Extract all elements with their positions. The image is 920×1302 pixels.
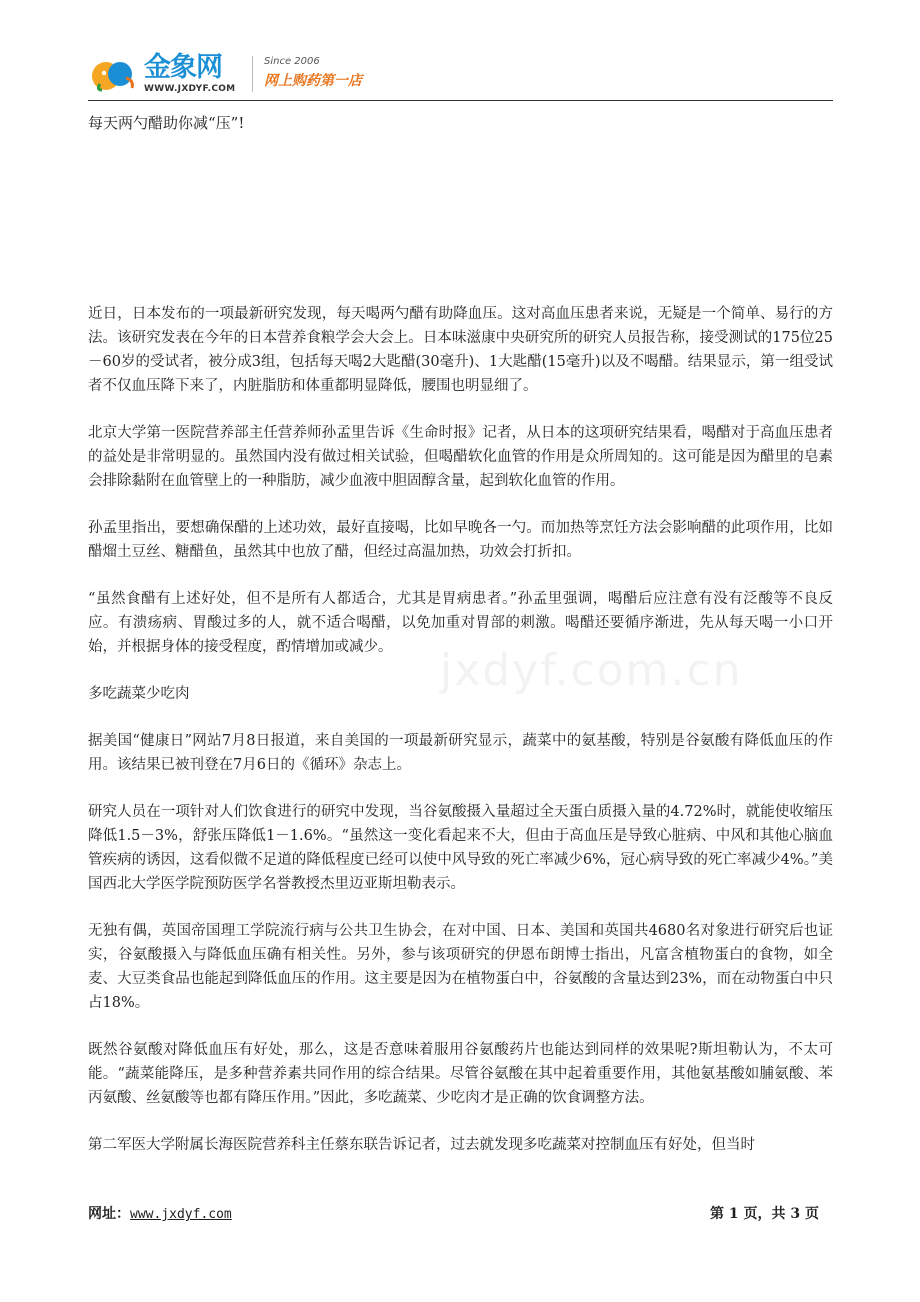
page-footer xyxy=(88,1203,833,1227)
document-title: 每天两勺醋助你减“压”! xyxy=(88,114,245,132)
elephant-logo-icon xyxy=(90,58,138,92)
logo-text: 金象网 xyxy=(144,52,222,83)
paragraph: 既然谷氨酸对降低血压有好处，那么，这是否意味着服用谷氨酸药片也能达到同样的效果呢?斯坦勒认为，不太可能。“蔬菜能降压，是多种营养素共同作用的综合结果。尽管谷氨酸在其中起着重要作用，其他氨基酸如脯氨酸、苯丙氨酸、丝氨酸等也都有降压作用。”因此，多吃蔬菜、少吃肉才是正确的饮食调整方法。 xyxy=(88,1042,833,1106)
slogan: 网上购药第一店 xyxy=(264,73,362,89)
document-body xyxy=(88,302,833,1180)
paragraph: 孙孟里指出，要想确保醋的上述功效，最好直接喝，比如早晚各一勺。而加热等烹饪方法会影响醋的此项作用，比如醋熘土豆丝、糖醋鱼，虽然其中也放了醋，但经过高温加热，功效会打折扣。 xyxy=(88,520,833,560)
logo-url: WWW.JXDYF.COM xyxy=(144,84,236,94)
site-logo[interactable] xyxy=(90,52,250,98)
since-label: Since 2006 xyxy=(264,56,320,67)
page-number: 第 1 页，共 3 页 xyxy=(710,1206,819,1222)
paragraph: 研究人员在一项针对人们饮食进行的研究中发现，当谷氨酸摄入量超过全天蛋白质摄入量的4.72%时，就能使收缩压降低1.5－3%，舒张压降低1－1.6%。“虽然这一变化看起来不大，但由于高血压是导致心脏病、中风和其他心脑血管疾病的诱因，这看似微不足道的降低程度已经可以使中风导致的死亡率减少6%，冠心病导致的死亡率减少4%。”美国西北大学医学院预防医学名誉教授杰里迈亚斯坦勒表示。 xyxy=(88,804,833,892)
footer-url-label: 网址： xyxy=(88,1206,130,1222)
watermark: jxdyf.com.cn xyxy=(440,645,743,696)
footer-site xyxy=(88,1203,232,1223)
paragraph: 第二军医大学附属长海医院营养科主任蔡东联告诉记者，过去就发现多吃蔬菜对控制血压有好处，但当时 xyxy=(88,1137,755,1153)
section-heading: 多吃蔬菜少吃肉 xyxy=(88,686,190,702)
footer-url-link[interactable]: www.jxdyf.com xyxy=(130,1207,232,1222)
paragraph: 无独有偶，英国帝国理工学院流行病与公共卫生协会，在对中国、日本、美国和英国共4680名对象进行研究后也证实，谷氨酸摄入与降低血压确有相关性。另外，参与该项研究的伊恩布朗博士指出，凡富含植物蛋白的食物，如全麦、大豆类食品也能起到降低血压的作用。这主要是因为在植物蛋白中，谷氨酸的含量达到23%，而在动物蛋白中只占18%。 xyxy=(88,923,833,1011)
paragraph: “虽然食醋有上述好处，但不是所有人都适合，尤其是胃病患者。”孙孟里强调，喝醋后应注意有没有泛酸等不良反应。有溃疡病、胃酸过多的人，就不适合喝醋，以免加重对胃部的刺激。喝醋还要循序渐进，先从每天喝一小口开始，并根据身体的接受程度，酌情增加或减少。 xyxy=(88,591,833,655)
paragraph: 据美国“健康日”网站7月8日报道，来自美国的一项最新研究显示，蔬菜中的氨基酸，特别是谷氨酸有降低血压的作用。该结果已被刊登在7月6日的《循环》杂志上。 xyxy=(88,733,833,773)
paragraph: 北京大学第一医院营养部主任营养师孙孟里告诉《生命时报》记者，从日本的这项研究结果看，喝醋对于高血压患者的益处是非常明显的。虽然国内没有做过相关试验，但喝醋软化血管的作用是众所周知的。这可能是因为醋里的皂素会排除黏附在血管壁上的一种脂肪，减少血液中胆固醇含量，起到软化血管的作用。 xyxy=(88,425,833,489)
paragraph: 近日，日本发布的一项最新研究发现，每天喝两勺醋有助降血压。这对高血压患者来说，无疑是一个简单、易行的方法。该研究发表在今年的日本营养食粮学会大会上。日本味滋康中央研究所的研究人员报告称，接受测试的175位25－60岁的受试者，被分成3组，包括每天喝2大匙醋(30毫升)、1大匙醋(15毫升)以及不喝醋。结果显示，第一组受试者不仅血压降下来了，内脏脂肪和体重都明显降低，腰围也明显细了。 xyxy=(88,306,833,394)
page-header xyxy=(88,50,833,101)
header-divider xyxy=(252,56,253,92)
